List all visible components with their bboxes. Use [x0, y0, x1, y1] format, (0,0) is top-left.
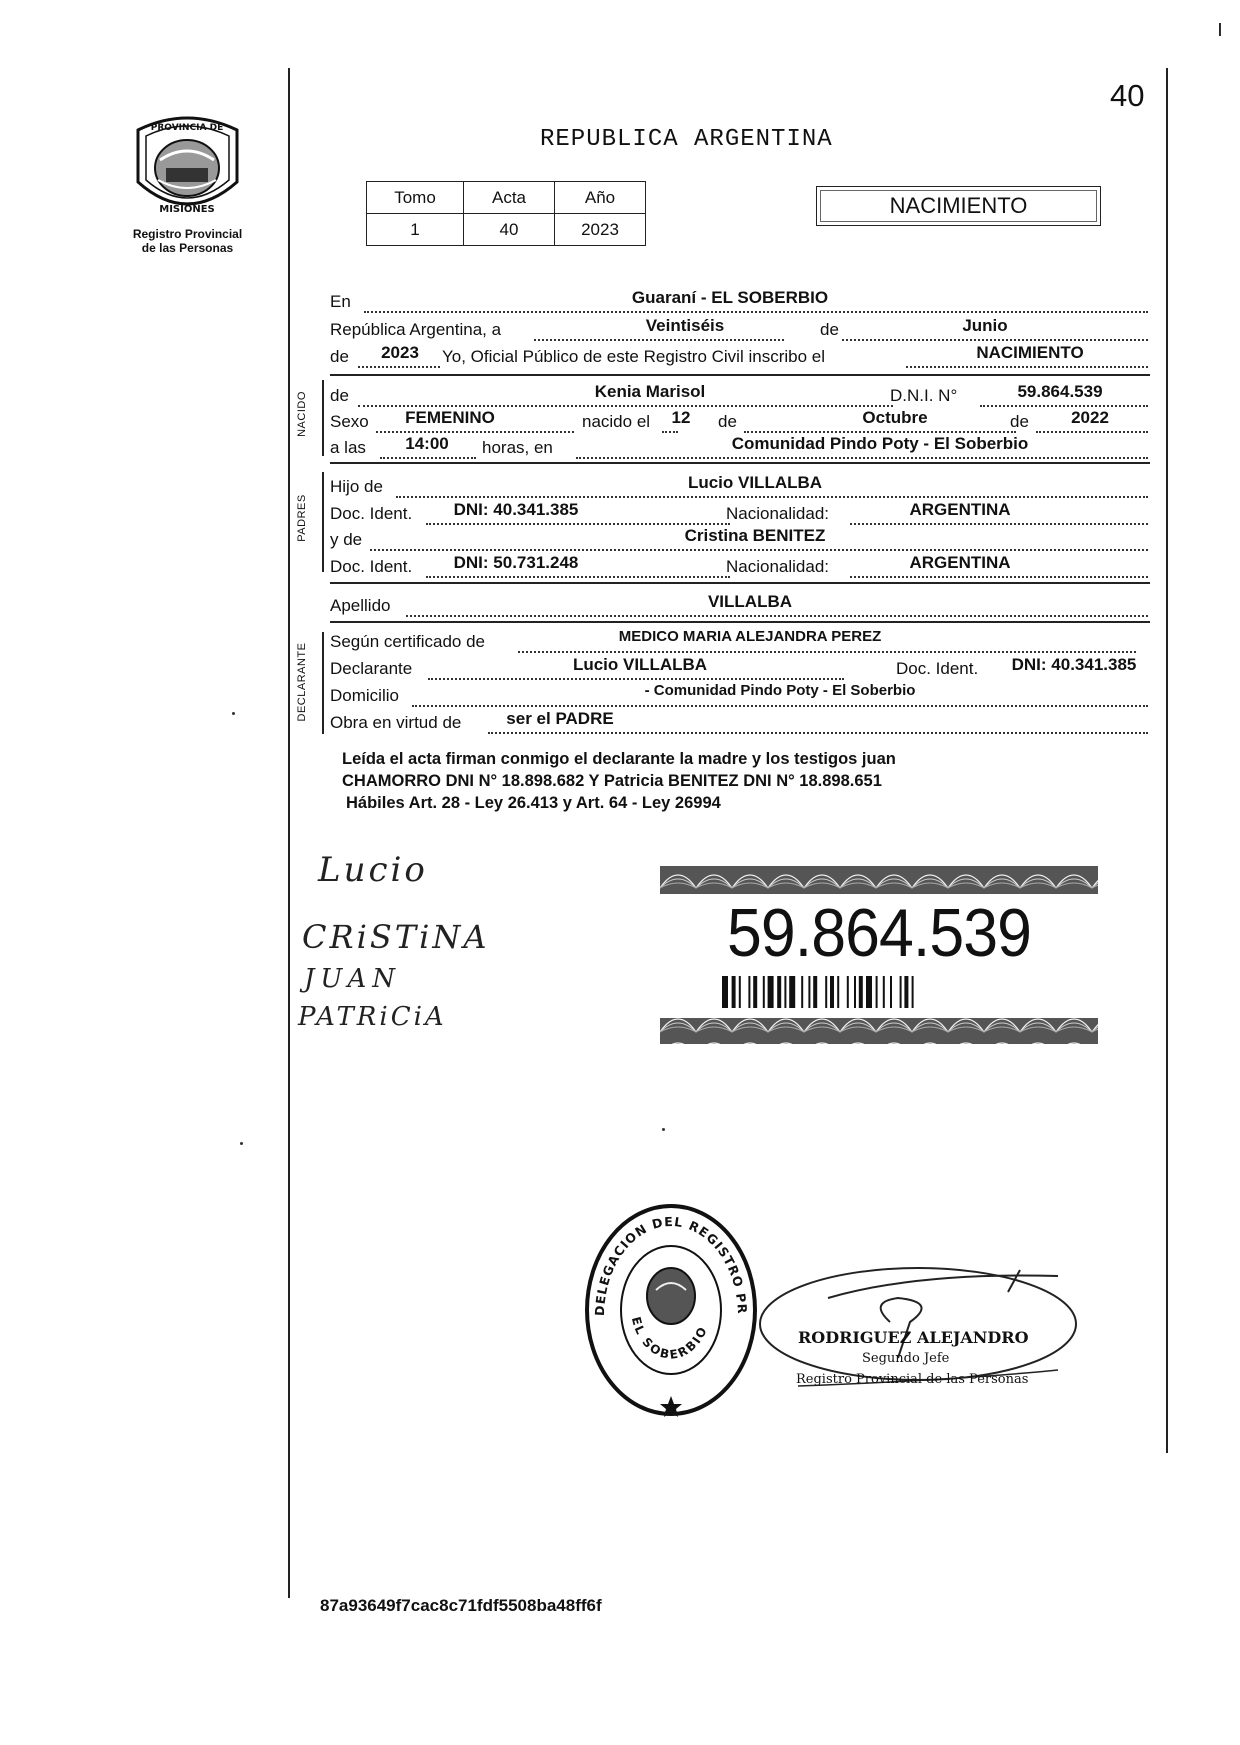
- dni-label: D.N.I. N°: [890, 386, 958, 405]
- seal-top-text: PROVINCIA DE: [150, 123, 224, 133]
- anio-header: Año: [555, 182, 646, 214]
- certificate-value: MEDICO MARIA ALEJANDRA PEREZ: [618, 628, 882, 645]
- apellido-label: Apellido: [330, 596, 391, 615]
- en-label: En: [330, 292, 351, 311]
- declarante-bracket: [322, 632, 324, 734]
- nationality-label: Nacionalidad:: [726, 504, 830, 523]
- barcode-bar: [847, 976, 849, 1008]
- signature-juan: JUAN: [304, 964, 402, 994]
- barcode-bar: [722, 976, 728, 1008]
- barcode-bar: [777, 976, 781, 1008]
- barcode: [722, 976, 914, 1008]
- born-year: 2022: [1071, 408, 1109, 427]
- time-label: a las: [330, 438, 366, 457]
- barcode-bar: [837, 976, 839, 1008]
- barcode-bar: [801, 976, 803, 1008]
- page-number: 40: [1110, 78, 1145, 113]
- de-label: de: [330, 386, 349, 405]
- declarant-reason: ser el PADRE: [506, 709, 614, 728]
- acta-value: 40: [464, 214, 555, 246]
- section-divider: [330, 374, 1150, 376]
- domicilio-label: Domicilio: [330, 686, 399, 705]
- hours-label: horas, en: [482, 438, 553, 457]
- father-nationality: ARGENTINA: [909, 500, 1011, 519]
- mother-nationality: ARGENTINA: [909, 553, 1011, 572]
- closing-line-1: Leída el acta firman conmigo el declarante la madre y los testigos juan: [342, 750, 896, 768]
- event-type: NACIMIENTO: [976, 343, 1084, 362]
- mother-row: [330, 526, 1148, 552]
- barcode-bar: [904, 976, 908, 1008]
- sexo-label: Sexo: [330, 412, 369, 431]
- mother-name: Cristina BENITEZ: [684, 526, 826, 545]
- seal-inner-text: EL SOBERBIO: [628, 1315, 711, 1362]
- barcode-bar: [763, 976, 765, 1008]
- de-label: de: [820, 320, 839, 339]
- surname-value: VILLALBA: [707, 592, 793, 611]
- barcode-bar: [883, 976, 885, 1008]
- barcode-bar: [830, 976, 834, 1008]
- barcode-bar: [732, 976, 736, 1008]
- logo-caption-line2: de las Personas: [141, 241, 234, 255]
- born-dni: 59.864.539: [1017, 382, 1103, 401]
- doc-label: Doc. Ident.: [896, 659, 979, 678]
- born-time: 14:00: [405, 434, 449, 453]
- signature-cristina: CRiSTiNA: [302, 918, 490, 956]
- barcode-bar: [876, 976, 878, 1008]
- padres-side-label: PADRES: [296, 494, 308, 542]
- de-label: de: [1010, 412, 1029, 431]
- registration-month: Junio: [962, 316, 1008, 335]
- father-row: [330, 473, 1148, 499]
- closing-line-2: CHAMORRO DNI N° 18.898.682 Y Patricia BENITEZ DNI N° 18.898.651: [342, 772, 882, 790]
- barcode-bar: [739, 976, 741, 1008]
- address-row: [330, 682, 1148, 708]
- barcode-bar: [813, 976, 817, 1008]
- official-role: Segundo Jefe: [862, 1351, 950, 1366]
- doc-label: Doc. Ident.: [330, 504, 413, 523]
- father-name: Lucio VILLALBA: [687, 473, 823, 492]
- barcode-bar: [789, 976, 795, 1008]
- obra-label: Obra en virtud de: [330, 713, 462, 732]
- barcode-bar: [859, 976, 863, 1008]
- statement-row: [330, 343, 1148, 369]
- declarante-label: Declarante: [330, 659, 413, 678]
- hijo-de-label: Hijo de: [330, 477, 383, 496]
- registry-table: [366, 181, 646, 246]
- certificate-label: Según certificado de: [330, 632, 485, 651]
- stray-dot: [662, 1128, 665, 1131]
- reason-row: [330, 709, 1148, 735]
- anio-value: 2023: [555, 214, 646, 246]
- section-divider: [330, 582, 1150, 584]
- barcode-bar: [768, 976, 774, 1008]
- born-day: 12: [671, 408, 691, 427]
- declarant-address: - Comunidad Pindo Poty - El Soberbio: [644, 682, 916, 699]
- right-margin-line: [1166, 68, 1168, 1453]
- registry-value-row: [367, 214, 646, 246]
- date-row: [330, 316, 1148, 342]
- born-time-row: [330, 434, 1148, 460]
- section-divider: [330, 621, 1150, 623]
- born-name: Kenia Marisol: [594, 382, 706, 401]
- registration-year: 2023: [381, 343, 419, 362]
- logo-caption: [110, 227, 265, 255]
- barcode-bar: [748, 976, 750, 1008]
- edge-mark: |: [1218, 20, 1222, 36]
- republic-label: República Argentina, a: [330, 320, 502, 339]
- barcode-bar: [753, 976, 757, 1008]
- acta-header: Acta: [464, 182, 555, 214]
- barcode-bar: [900, 976, 902, 1008]
- seal-bottom-text: MISIONES: [159, 204, 215, 215]
- statement-text: Yo, Oficial Público de este Registro Civil inscribo el: [442, 347, 825, 366]
- born-month: Octubre: [862, 408, 928, 427]
- doc-label: Doc. Ident.: [330, 557, 413, 576]
- year-prefix: de: [330, 347, 349, 366]
- seal-outer-text: DELEGACION DEL REGISTRO PR: [591, 1213, 751, 1317]
- dni-stamp-number: 59.864.539: [727, 895, 1031, 971]
- nacido-side-label: NACIDO: [296, 391, 308, 437]
- logo-caption-line1: Registro Provincial: [132, 227, 243, 241]
- official-org: Registro Provincial de las Personas: [796, 1372, 1029, 1387]
- y-de-label: y de: [330, 530, 363, 549]
- section-divider: [330, 462, 1150, 464]
- signature-patricia: PATRiCiA: [298, 1002, 447, 1032]
- registration-day: Veintiséis: [645, 316, 725, 335]
- delegation-seal: [582, 1198, 760, 1418]
- declarant-doc: DNI: 40.341.385: [1011, 655, 1137, 674]
- padres-bracket: [322, 472, 324, 572]
- father-doc: DNI: 40.341.385: [453, 500, 579, 519]
- declarant-name: Lucio VILLALBA: [572, 655, 708, 674]
- nationality-label: Nacionalidad:: [726, 557, 830, 576]
- barcode-bar: [784, 976, 786, 1008]
- document-hash: 87a93649f7cac8c71fdf5508ba48ff6f: [320, 1596, 602, 1615]
- registry-header-row: [367, 182, 646, 214]
- barcode-bar: [912, 976, 914, 1008]
- barcode-bar: [866, 976, 872, 1008]
- barcode-bar: [890, 976, 892, 1008]
- born-sex: FEMENINO: [405, 408, 495, 427]
- dni-stamp: [660, 866, 1098, 1046]
- certificate-row: [330, 628, 1148, 654]
- father-doc-row: [330, 500, 1148, 526]
- surname-row: [330, 592, 1148, 618]
- stray-dot: [240, 1142, 243, 1145]
- barcode-bar: [854, 976, 856, 1008]
- document-title: REPUBLICA ARGENTINA: [540, 126, 833, 153]
- place-row: [330, 288, 1148, 314]
- registry-place: Guaraní - EL SOBERBIO: [631, 288, 829, 307]
- nacido-bracket: [322, 380, 324, 456]
- mother-doc-row: [330, 553, 1148, 579]
- signature-lucio: Lucio: [318, 850, 428, 890]
- born-name-row: [330, 382, 1148, 408]
- barcode-bar: [808, 976, 810, 1008]
- left-margin-line: [288, 68, 290, 1598]
- stray-dot: [232, 712, 235, 715]
- act-type-label: NACIMIENTO: [820, 190, 1097, 222]
- official-name: RODRIGUEZ ALEJANDRO: [798, 1328, 1029, 1347]
- tomo-header: Tomo: [367, 182, 464, 214]
- act-type-box: [816, 186, 1101, 226]
- de-label: de: [718, 412, 737, 431]
- guilloche-band-bottom: [660, 1018, 1098, 1044]
- guilloche-band-top: [660, 866, 1098, 894]
- declarant-row: [330, 655, 1148, 681]
- closing-line-3: Hábiles Art. 28 - Ley 26.413 y Art. 64 - Ley 26994: [346, 794, 721, 812]
- born-sex-row: [330, 408, 1148, 434]
- declarante-side-label: DECLARANTE: [296, 642, 308, 722]
- nacido-label: nacido el: [582, 412, 651, 431]
- closing-statement: [342, 748, 1132, 814]
- barcode-bar: [825, 976, 827, 1008]
- born-place: Comunidad Pindo Poty - El Soberbio: [731, 434, 1029, 453]
- mother-doc: DNI: 50.731.248: [453, 553, 579, 572]
- tomo-value: 1: [367, 214, 464, 246]
